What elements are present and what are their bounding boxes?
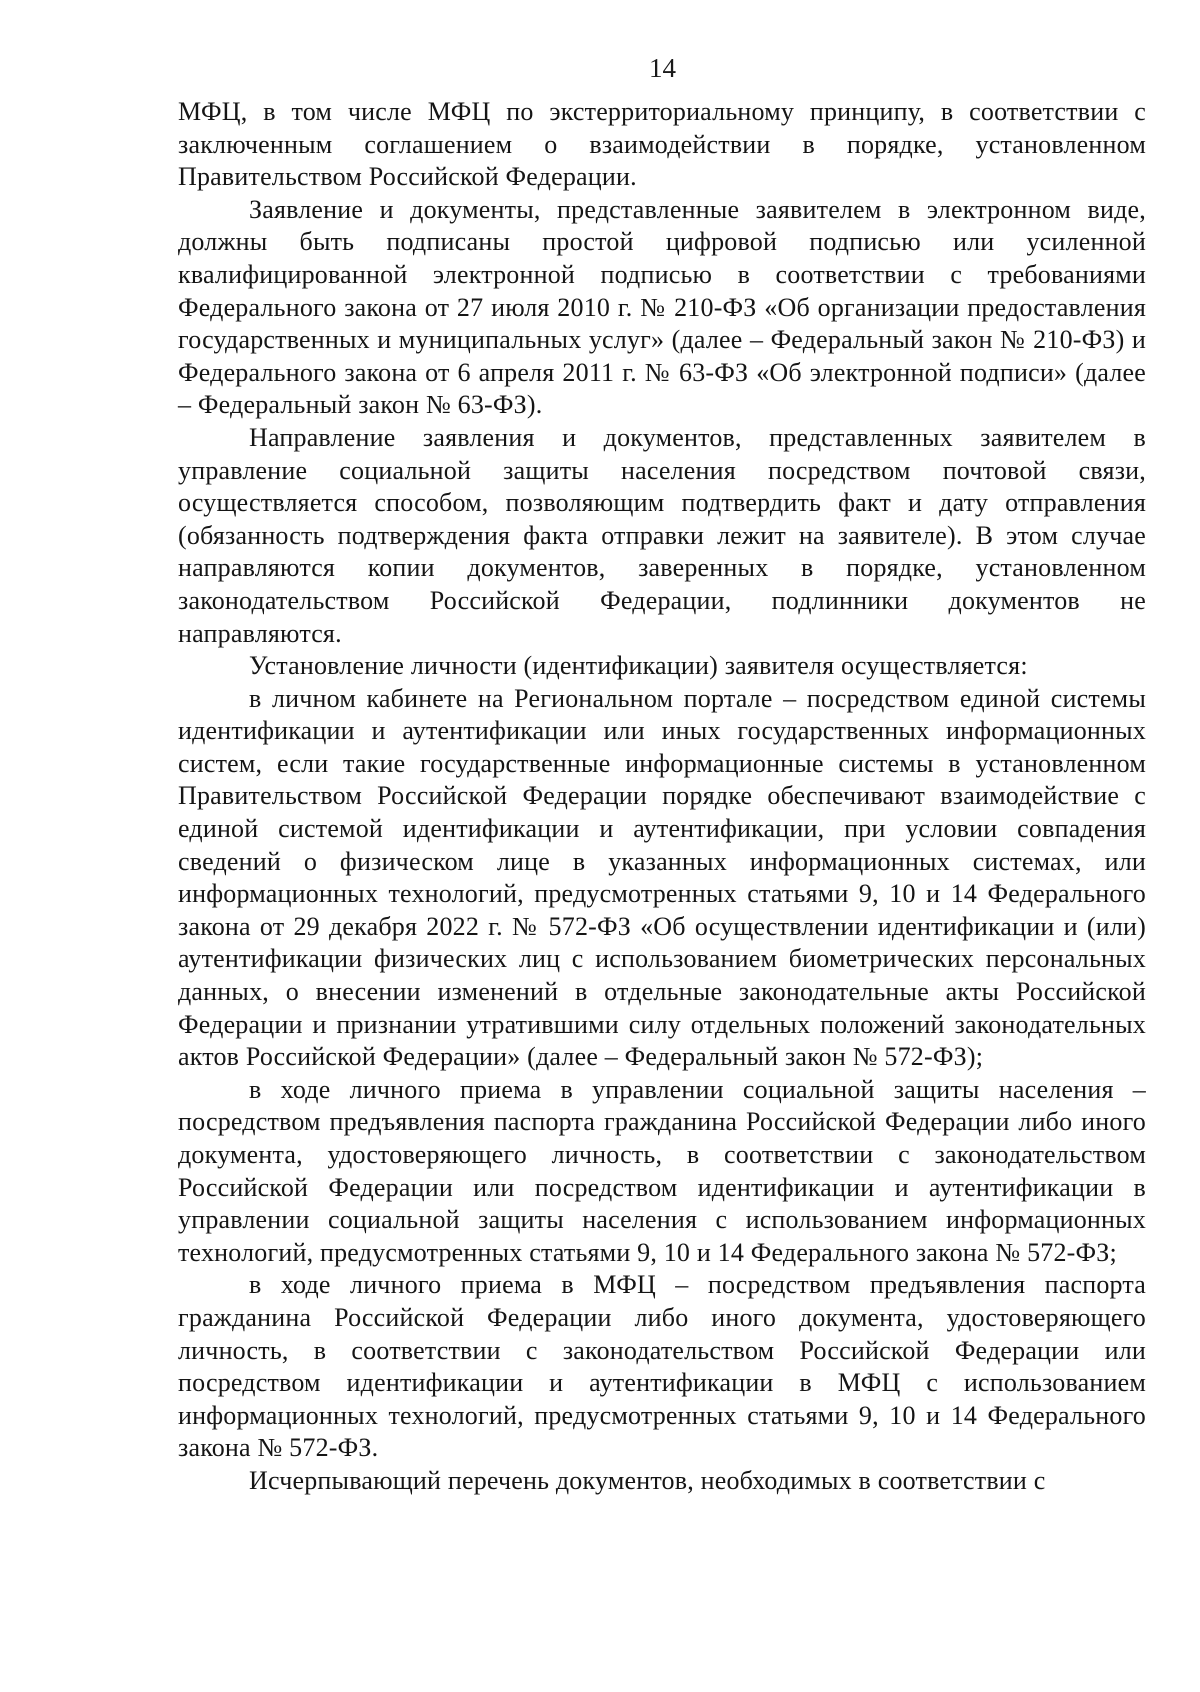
paragraph-mfc-reception: в ходе личного приема в МФЦ – посредством предъявления паспорта гражданина Российской Федерации либо иного документа, удостоверяющего личность, в соответствии с законодательством Российской Федерации или посредством идентификации и аутентификации в МФЦ с использованием информационных технологий, предусмотренных статьями 9, 10 и 14 Федерального закона № 572-ФЗ. — [178, 1270, 1146, 1463]
paragraph-documents-list: Исчерпывающий перечень документов, необходимых в соответствии с — [249, 1465, 1046, 1495]
paragraph-identification-intro: Установление личности (идентификации) заявителя осуществляется: — [249, 651, 1028, 681]
paragraph-electronic-signature: Заявление и документы, представленные заявителем в электронном виде, должны быть подписаны простой цифровой подписью или усиленной квалифицированной электронной подписью в соответствии с требованиями Федерального закона от 27 июля 2010 г. № 210-ФЗ «Об организации предоставления государственных и муниципальных услуг» (далее – Федеральный закон № 210-ФЗ) и Федерального закона от 6 апреля 2011 г. № 63-ФЗ «Об электронной подписи» (далее – Федеральный закон № 63-ФЗ). — [178, 194, 1146, 420]
paragraph-postal-delivery: Направление заявления и документов, представленных заявителем в управление социальной защиты населения посредством почтовой связи, осуществляется способом, позволяющим подтвердить факт и дату отправления (обязанность подтверждения факта отправки лежит на заявителе). В этом случае направляются копии документов, заверенных в порядке, установленном законодательством Российской Федерации, подлинники документов не направляются. — [178, 422, 1146, 648]
document-body — [178, 96, 1146, 1498]
paragraph-regional-portal: в личном кабинете на Региональном портале – посредством единой системы идентификации и аутентификации или иных государственных информационных систем, если такие государственные информационные системы в установленном Правительством Российской Федерации порядке обеспечивают взаимодействие с единой системой идентификации и аутентификации, при условии совпадения сведений о физическом лице в указанных информационных системах, или информационных технологий, предусмотренных статьями 9, 10 и 14 Федерального закона от 29 декабря 2022 г. № 572-ФЗ «Об осуществлении идентификации и (или) аутентификации физических лиц с использованием биометрических персональных данных, о внесении изменений в отдельные законодательные акты Российской Федерации и признании утратившими силу отдельных положений законодательных актов Российской Федерации» (далее – Федеральный закон № 572-ФЗ); — [178, 683, 1146, 1072]
page-number: 14 — [649, 53, 676, 83]
paragraph-social-protection-office: в ходе личного приема в управлении социальной защиты населения – посредством предъявления паспорта гражданина Российской Федерации либо иного документа, удостоверяющего личность, в соответствии с законодательством Российской Федерации или посредством идентификации и аутентификации в управлении социальной защиты населения с использованием информационных технологий, предусмотренных статьями 9, 10 и 14 Федерального закона № 572-ФЗ; — [178, 1074, 1146, 1267]
paragraph-continuation: МФЦ, в том числе МФЦ по экстерриториальному принципу, в соответствии с заключенным соглашением о взаимодействии в порядке, установленном Правительством Российской Федерации. — [178, 97, 1146, 192]
